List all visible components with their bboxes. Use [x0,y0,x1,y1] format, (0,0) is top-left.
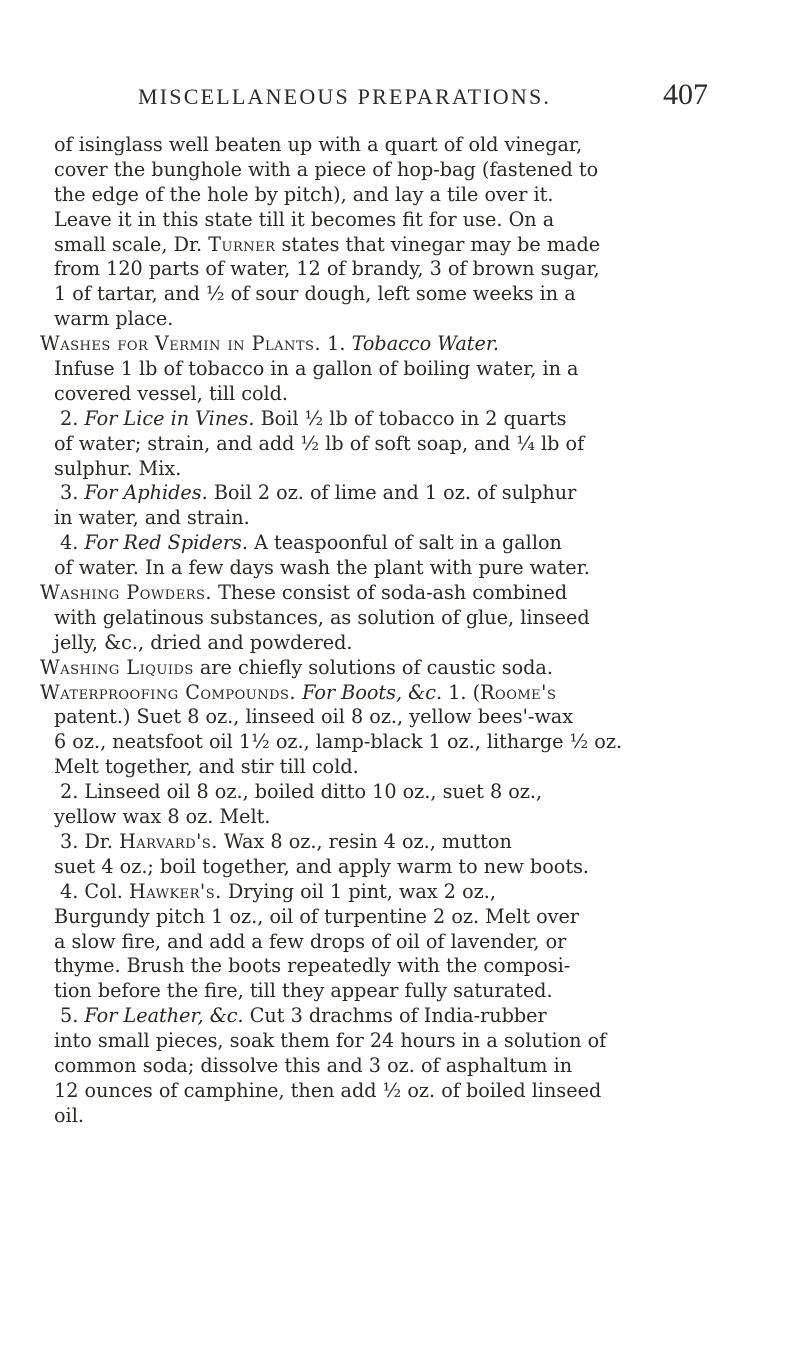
subheading-italic: For Red Spiders. [84,531,248,555]
line-text: from 120 parts of water, 12 of brandy, 3 of brown sugar, [54,257,600,281]
subheading-italic: For Leather, &c. [84,1004,244,1028]
text-line [40,905,730,930]
line-text: small scale, Dr. [54,232,209,256]
text-line [40,183,730,208]
line-text: states that vinegar may be made [275,232,601,256]
text-line [40,133,730,158]
text-line [40,730,730,755]
text-line [40,481,730,506]
line-text: Boil 2 oz. of lime and 1 oz. of sulphur [207,481,577,505]
line-text: 2. Linseed oil 8 oz., boiled ditto 10 oz., suet 8 oz., [60,780,543,804]
text-line [40,432,730,457]
line-text: Boil ½ lb of tobacco in 2 quarts [254,406,567,430]
text-line [40,855,730,880]
line-text: jelly, &c., dried and powdered. [54,630,353,654]
text-line [40,407,730,432]
text-line [40,208,730,233]
text-line [40,1054,730,1079]
text-line [40,581,730,606]
text-line [40,382,730,407]
text-line [40,1004,730,1029]
text-line [40,158,730,183]
text-line [40,357,730,382]
text-line [40,506,730,531]
line-text: 1. ( [442,680,481,704]
line-text: patent.) Suet 8 oz., linseed oil 8 oz., yellow bees'-wax [54,705,574,729]
line-text: 3. Dr. [60,829,120,853]
line-text: into small pieces, soak them for 24 hours in a solution of [54,1029,607,1053]
line-text: 1 of tartar, and ½ of sour dough, left some weeks in a [54,282,576,306]
line-text: with gelatinous substances, as solution of glue, linseed [54,605,590,629]
line-text: A teaspoonful of salt in a gallon [248,531,562,555]
line-text: of isinglass well beaten up with a quart of old vinegar, [54,133,583,156]
text-line [40,954,730,979]
text-line [40,656,730,681]
line-text: of water. In a few days wash the plant with pure water. [54,556,590,580]
line-text: of water; strain, and add ½ lb of soft soap, and ¼ lb of [54,431,585,455]
text-line [40,457,730,482]
person-name: Harvard's. [119,829,218,853]
entry-heading: Washing Liquids [40,655,194,679]
item-number: 5. [60,1004,85,1028]
text-line [40,307,730,332]
line-text: common soda; dissolve this and 3 oz. of asphaltum in [54,1053,573,1077]
line-text: Infuse 1 lb of tobacco in a gallon of boiling water, in a [54,357,579,381]
line-text: covered vessel, till cold. [54,381,289,405]
line-text: warm place. [54,307,174,331]
line-text: in water, and strain. [54,506,250,530]
page-number: 407 [663,78,708,111]
line-text: Leave it in this state till it becomes fit for use. On a [54,207,555,231]
line-text: a slow fire, and add a few drops of oil of lavender, or [54,929,567,953]
person-name: Roome's [480,680,557,704]
line-text: Cut 3 drachms of India-rubber [243,1004,547,1028]
line-text: tion before the fire, till they appear fully saturated. [54,979,553,1003]
running-head: MISCELLANEOUS PREPARATIONS. [138,84,552,109]
line-text: oil. [54,1103,84,1127]
line-text: the edge of the hole by pitch), and lay a tile over it. [54,182,554,206]
item-number: 2. [60,406,85,430]
item-number: 3. [60,481,85,505]
text-line [40,830,730,855]
entry-heading: Washes for Vermin in Plants. [40,332,322,356]
page-header [138,78,708,118]
text-line [40,1104,730,1129]
line-text: Melt together, and stir till cold. [54,755,359,779]
text-line [40,332,730,357]
line-text: are chiefly solutions of caustic soda. [193,655,553,679]
line-text: Drying oil 1 pint, wax 2 oz., [221,879,496,903]
text-line [40,531,730,556]
text-line [40,681,730,706]
line-text: yellow wax 8 oz. Melt. [54,805,271,829]
text-line [40,930,730,955]
line-text: suet 4 oz.; boil together, and apply warm to new boots. [54,854,590,878]
text-line [40,1079,730,1104]
text-line [40,233,730,258]
text-line [40,780,730,805]
text-line [40,805,730,830]
line-text: Wax 8 oz., resin 4 oz., mutton [217,829,512,853]
line-text: 4. Col. [60,879,129,903]
subheading-italic: For Boots, &c. [296,680,443,704]
text-line [40,979,730,1004]
subheading-italic: For Lice in Vines. [84,406,255,430]
line-text: 12 ounces of camphine, then add ½ oz. of boiled linseed [54,1078,602,1102]
subheading-italic: For Aphides. [84,481,208,505]
text-line [40,606,730,631]
text-line [40,631,730,656]
person-name: Turner [208,232,276,256]
text-line [40,880,730,905]
text-line [40,282,730,307]
line-text: Burgundy pitch 1 oz., oil of turpentine 2 oz. Melt over [54,904,580,928]
person-name: Hawker's. [128,879,222,903]
line-text: These consist of soda-ash combined [211,581,568,605]
line-text: thyme. Brush the boots repeatedly with the composi- [54,954,571,978]
line-text: 6 oz., neatsfoot oil 1½ oz., lamp-black 1 oz., litharge ½ oz. [54,730,623,754]
subheading-italic: Tobacco Water. [351,332,500,356]
text-line [40,705,730,730]
text-line [40,755,730,780]
entry-heading: Waterproofing Compounds. [40,680,297,704]
item-number: 4. [60,531,85,555]
text-line [40,1029,730,1054]
entry-heading: Washing Powders. [40,581,212,605]
line-text: sulphur. Mix. [54,456,182,480]
text-line [40,257,730,282]
text-line [40,556,730,581]
line-text: cover the bunghole with a piece of hop-bag (fastened to [54,157,599,181]
body-text [40,133,730,1129]
line-text: 1. [321,332,352,356]
